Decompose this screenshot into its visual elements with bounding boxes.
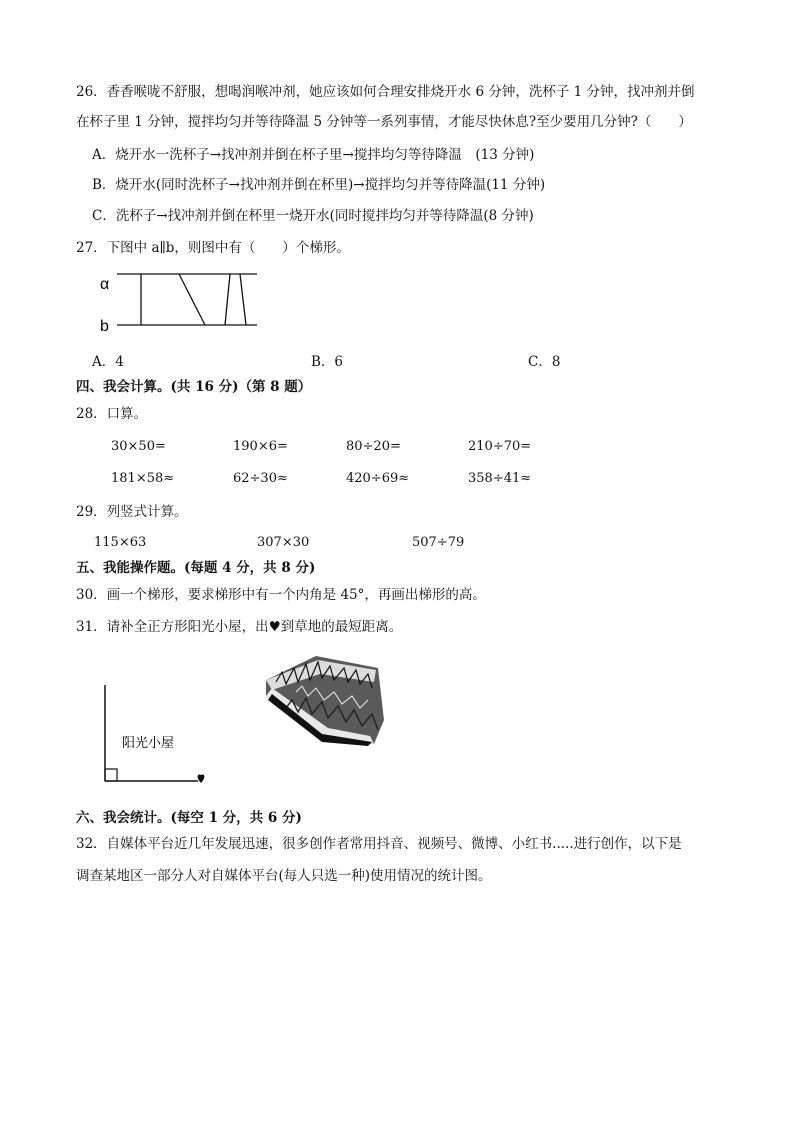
calc-item: 210÷70=	[468, 439, 532, 454]
q27-question: 27．下图中 a∥b，则图中有（ ）个梯形。	[76, 240, 350, 256]
q31-question: 31．请补全正方形阳光小屋，出♥到草地的最短距离。	[76, 619, 403, 635]
calc-item: 62÷30≈	[233, 471, 288, 486]
heart-icon	[198, 775, 205, 783]
section-6-title: 六、我会统计。(每空 1 分，共 6 分)	[76, 810, 302, 826]
q27-option-c[interactable]: C．8	[528, 354, 561, 370]
label-a: α	[100, 276, 110, 293]
segment-2	[179, 274, 205, 325]
q26-option-b[interactable]: B．烧开水(同时洗杯子→找冲剂并倒在杯里)→搅拌均匀并等待降温(11 分钟)	[92, 177, 546, 193]
q28-question: 28．口算。	[76, 406, 148, 422]
q26-option-a[interactable]: A．烧开水一洗杯子→找冲剂并倒在杯子里→搅拌均匀等待降温 (13 分钟)	[92, 147, 535, 163]
calc-item: 80÷20=	[346, 439, 401, 454]
q27-option-a[interactable]: A．4	[92, 354, 124, 370]
calc-item: 358÷41≈	[468, 471, 532, 486]
section-5-title: 五、我能操作题。(每题 4 分，共 8 分)	[76, 560, 316, 576]
q26-line-2: 在杯子里 1 分钟，搅拌均匀并等待降温 5 分钟等一系列事情，才能尽快休息?至少要用几分钟?（ ）	[76, 114, 692, 130]
sunshine-house-figure	[100, 685, 220, 795]
parallel-lines-figure	[95, 268, 265, 338]
segment-3	[225, 274, 230, 325]
label-b: b	[100, 318, 109, 335]
vertical-calc-item: 115×63	[94, 535, 147, 550]
q29-question: 29．列竖式计算。	[76, 504, 188, 520]
calc-item: 190×6=	[233, 439, 288, 454]
q26-line-1: 26．香香喉咙不舒服，想喝润喉冲剂，她应该如何合理安排烧开水 6 分钟，洗杯子 1 分钟，找冲剂并倒	[76, 84, 695, 100]
calc-item: 181×58≈	[111, 471, 175, 486]
vertical-calc-item: 307×30	[257, 535, 310, 550]
house-label: 阳光小屋	[122, 736, 175, 751]
q30-question: 30．画一个梯形，要求梯形中有一个内角是 45°，再画出梯形的高。	[76, 587, 486, 603]
q27-option-b[interactable]: B．6	[311, 354, 344, 370]
vertical-calc-item: 507÷79	[412, 535, 465, 550]
q32-line-2: 调查某地区一部分人对自媒体平台(每人只选一种)使用情况的统计图。	[76, 868, 492, 884]
grassland-image	[256, 652, 386, 747]
calc-item: 420÷69≈	[346, 471, 410, 486]
q26-option-c[interactable]: C．洗杯子→找冲剂并倒在杯里一烧开水(同时搅拌均匀并等待降温(8 分钟)	[92, 208, 534, 224]
segment-4	[240, 274, 246, 325]
calc-item: 30×50=	[111, 439, 166, 454]
q32-line-1: 32．自媒体平台近几年发展迅速，很多创作者常用抖音、视频号、微博、小红书.....进行创作，以下是	[76, 836, 682, 852]
right-angle-mark	[105, 769, 117, 781]
section-4-title: 四、我会计算。(共 16 分)（第 8 题）	[76, 379, 312, 395]
